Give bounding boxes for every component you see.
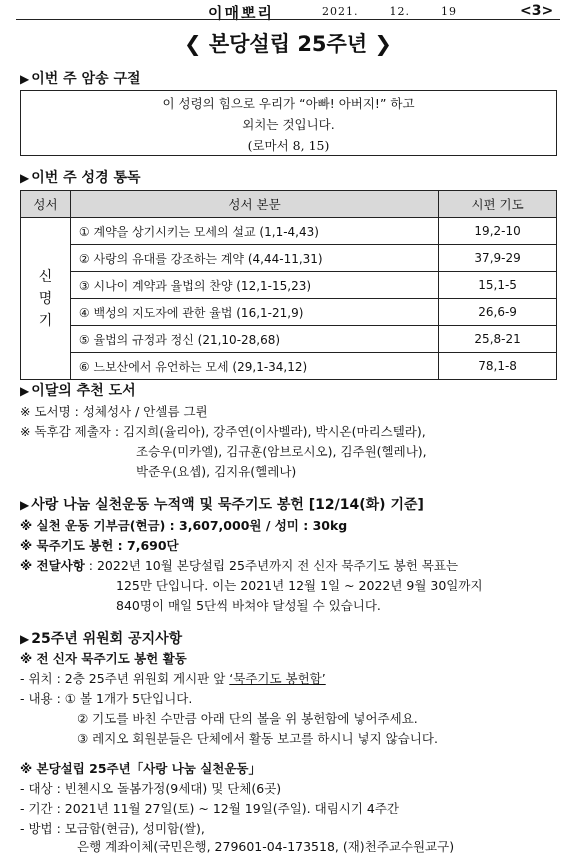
location-line: - 위치 : 2층 25주년 위원회 게시판 앞 ‘묵주기도 봉헌함’ <box>20 671 326 686</box>
table-row <box>21 218 557 245</box>
psalm-cell: 25,8-21 <box>439 326 557 353</box>
reviewers-line-3: 박준우(요셉), 김지유(헬레나) <box>136 464 297 479</box>
psalm-cell: 26,6-9 <box>439 299 557 326</box>
psalm-cell: 78,1-8 <box>439 353 557 380</box>
committee-heading: ▶ 25주년 위원회 공지사항 <box>20 631 183 647</box>
content-line-2: ② 기도를 바친 수만큼 아래 단의 볼을 위 봉헌함에 넣어주세요. <box>77 711 418 726</box>
bible-reading-table <box>20 190 557 380</box>
memory-verse-heading: ▶ 이번 주 암송 구절 <box>20 71 141 87</box>
psalm-cell: 15,1-5 <box>439 272 557 299</box>
table-row <box>21 245 557 272</box>
content-line-3: ③ 레지오 회원분들은 단체에서 활동 보고를 하시니 넣지 않습니다. <box>77 731 438 746</box>
memory-verse-box <box>20 90 557 156</box>
passage-cell: ③ 시나이 계약과 율법의 찬양 (12,1-15,23) <box>70 272 438 299</box>
page-title: ❮ 본당설립 25주년 ❯ <box>183 32 393 56</box>
header-divider <box>16 19 560 20</box>
content-line-1: - 내용 : ① 볼 1개가 5단입니다. <box>20 691 193 706</box>
book-name-cell: 신 명 기 <box>21 218 71 380</box>
passage-cell: ⑥ 느보산에서 유언하는 모세 (29,1-34,12) <box>70 353 438 380</box>
verse-line-2: 외치는 것입니다. <box>242 117 335 132</box>
rosary-total-line: ※ 묵주기도 봉헌 : 7,690단 <box>20 538 179 553</box>
table-row <box>21 299 557 326</box>
issue-year: 2021. <box>322 5 359 18</box>
passage-cell: ⑤ 율법의 규정과 정신 (21,10-28,68) <box>70 326 438 353</box>
period-line: - 기간 : 2021년 11월 27일(토) ~ 12월 19일(주일). 대림시기 4주간 <box>20 801 399 816</box>
column-header-passage: 성서 본문 <box>70 191 438 218</box>
psalm-cell: 19,2-10 <box>439 218 557 245</box>
triangle-bullet-icon: ▶ <box>20 632 30 646</box>
triangle-bullet-icon: ▶ <box>20 72 30 86</box>
psalm-cell: 37,9-29 <box>439 245 557 272</box>
passage-cell: ④ 백성의 지도자에 관한 율법 (16,1-21,9) <box>70 299 438 326</box>
sharing-movement-subheading: ※ 본당설립 25주년「사랑 나눔 실천운동」 <box>20 761 262 776</box>
column-header-book: 성서 <box>21 191 71 218</box>
newsletter-title: 이매뽀리 <box>208 4 274 22</box>
method-line-2: 은행 계좌이체(국민은행, 279601-04-173518, (재)천주교수원교구) <box>77 839 455 854</box>
passage-cell: ② 사랑의 유대를 강조하는 계약 (4,44-11,31) <box>70 245 438 272</box>
passage-cell: ① 계약을 상기시키는 모세의 설교 (1,1-4,43) <box>70 218 438 245</box>
table-row <box>21 353 557 380</box>
target-line: - 대상 : 빈첸시오 돌봄가정(9세대) 및 단체(6곳) <box>20 781 282 796</box>
method-line-1: - 방법 : 모금함(현금), 성미함(쌀), <box>20 821 205 836</box>
issue-date <box>322 5 457 18</box>
table-row <box>21 272 557 299</box>
table-header-row <box>21 191 557 218</box>
verse-line-1: 이 성령의 힘으로 우리가 “아빠! 아버지!” 하고 <box>162 96 415 111</box>
triangle-bullet-icon: ▶ <box>20 498 30 512</box>
triangle-bullet-icon: ▶ <box>20 171 30 185</box>
notice-line-2: 125만 단입니다. 이는 2021년 12월 1일 ~ 2022년 9월 30일까지 <box>116 578 483 593</box>
book-title-line: ※ 도서명 : 성체성사 / 안셀름 그륀 <box>20 404 208 419</box>
table-row <box>21 326 557 353</box>
rosary-activity-subheading: ※ 전 신자 묵주기도 봉헌 활동 <box>20 651 187 666</box>
verse-reference: (로마서 8, 15) <box>247 138 330 153</box>
reviewers-line-2: 조승우(미카엘), 김규훈(암브로시오), 김주원(헬레나), <box>136 444 427 459</box>
column-header-psalm: 시편 기도 <box>439 191 557 218</box>
issue-day: 19 <box>441 5 457 18</box>
page-number: <3> <box>520 3 554 19</box>
donation-total-line: ※ 실천 운동 기부금(현금) : 3,607,000원 / 성미 : 30kg <box>20 518 348 533</box>
triangle-bullet-icon: ▶ <box>20 384 30 398</box>
reviewers-line-1: ※ 독후감 제출자 : 김지희(율리아), 강주연(이사벨라), 박시온(마리스텔라), <box>20 424 426 439</box>
notice-line-3: 840명이 매일 5단씩 바쳐야 달성될 수 있습니다. <box>116 598 381 613</box>
notice-line-1: ※ 전달사항 : 2022년 10월 본당설립 25주년까지 전 신자 묵주기도 봉헌 목표는 <box>20 558 459 573</box>
bible-reading-heading: ▶ 이번 주 성경 통독 <box>20 170 141 186</box>
books-heading: ▶ 이달의 추천 도서 <box>20 383 136 399</box>
issue-month: 12. <box>389 5 410 18</box>
sharing-heading: ▶ 사랑 나눔 실천운동 누적액 및 묵주기도 봉헌 [12/14(화) 기준] <box>20 497 424 513</box>
